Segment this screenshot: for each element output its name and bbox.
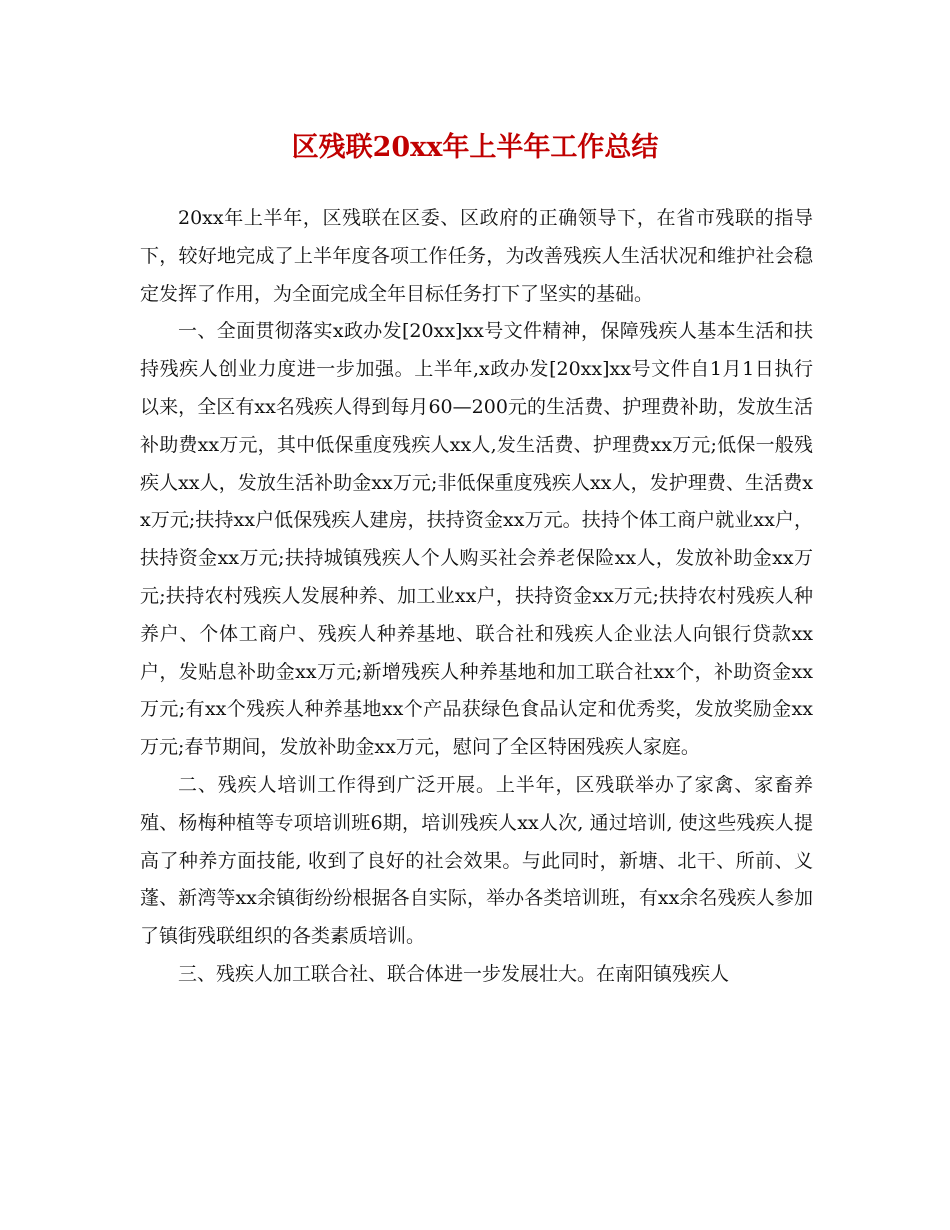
document-title: 区残联20xx年上半年工作总结 bbox=[291, 132, 659, 163]
paragraph-intro: 20xx年上半年，区残联在区委、区政府的正确领导下，在省市残联的指导下，较好地完成了上半年度各项工作任务，为改善残疾人生活状况和维护社会稳定发挥了作用，为全面完成全年目标任务打下了坚实的基础。 bbox=[140, 207, 813, 305]
paragraph-section-3: 三、残疾人加工联合社、联合体进一步发展壮大。在南阳镇残疾人 bbox=[178, 962, 730, 985]
paragraph-section-1: 一、全面贯彻落实x政办发[20xx]xx号文件精神，保障残疾人基本生活和扶持残疾人创业力度进一步加强。上半年,x政办发[20xx]xx号文件自1月1日执行以来，全区有xx名残疾人得到每月60—200元的生活费、护理费补助，发放生活补助费xx万元，其中低保重度残疾人xx人,发生活费、护理费xx万元;低保一般残疾人xx人，发放生活补助金xx万元;非低保重度残疾人xx人，发护理费、生活费xx万元;扶持xx户低保残疾人建房，扶持资金xx万元。扶持个体工商户就业xx户，扶持资金xx万元;扶持城镇残疾人个人购买社会养老保险xx人，发放补助金xx万元;扶持农村残疾人发展种养、加工业xx户，扶持资金xx万元;扶持农村残疾人种养户、个体工商户、残疾人种养基地、联合社和残疾人企业法人向银行贷款xx户，发贴息补助金xx万元;新增残疾人种养基地和加工联合社xx个，补助资金xx万元;有xx个残疾人种养基地xx个产品获绿色食品认定和优秀奖，发放奖励金xx万元;春节期间，发放补助金xx万元，慰问了全区特困残疾人家庭。 bbox=[140, 320, 813, 759]
paragraph-section-2: 二、残疾人培训工作得到广泛开展。上半年，区残联举办了家禽、家畜养殖、杨梅种植等专项培训班6期，培训残疾人xx人次, 通过培训, 使这些残疾人提高了种养方面技能, 收到了良好的社会效果。与此同时，新塘、北干、所前、义蓬、新湾等xx余镇街纷纷根据各自实际，举办各类培训班，有xx余名残疾人参加了镇街残联组织的各类素质培训。 bbox=[140, 773, 813, 948]
document-body bbox=[140, 200, 813, 994]
